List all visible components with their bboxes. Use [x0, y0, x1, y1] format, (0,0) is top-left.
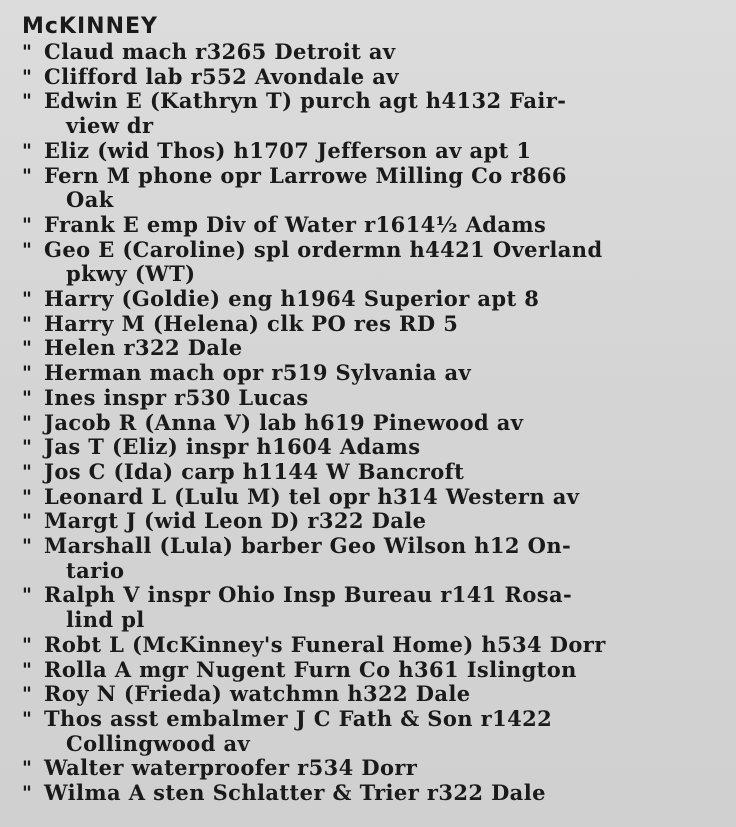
- entry-text: Herman mach opr r519 Sylvania av: [44, 360, 472, 386]
- ditto-mark: ": [22, 510, 33, 533]
- ditto-mark: ": [22, 386, 33, 409]
- entry-text: Walter waterproofer r534 Dorr: [44, 755, 418, 781]
- ditto-mark: ": [22, 337, 33, 360]
- ditto-mark: ": [22, 707, 33, 730]
- entry-continuation: Oak: [66, 187, 114, 213]
- entry-text: Geo E (Caroline) spl ordermn h4421 Overland: [44, 236, 603, 262]
- directory-entry: [22, 658, 700, 683]
- directory-entry: [22, 89, 700, 138]
- entry-text: Roy N (Frieda) watchmn h322 Dale: [44, 681, 471, 707]
- ditto-mark: ": [22, 65, 33, 88]
- entry-text: Leonard L (Lulu M) tel opr h314 Western av: [44, 483, 580, 509]
- entry-text: Harry (Goldie) eng h1964 Superior apt 8: [44, 286, 540, 312]
- entry-text: Wilma A sten Schlatter & Trier r322 Dale: [44, 780, 546, 806]
- directory-entry: [22, 238, 700, 287]
- ditto-mark: ": [22, 41, 33, 63]
- ditto-mark: ": [22, 683, 33, 706]
- entry-text: Fern M phone opr Larrowe Milling Co r866: [44, 162, 567, 188]
- entry-text: Harry M (Helena) clk PO res RD 5: [44, 310, 459, 336]
- ditto-mark: ": [22, 633, 33, 656]
- directory-entry: [22, 139, 700, 164]
- directory-entry: [22, 386, 700, 411]
- directory-entry: [22, 756, 700, 781]
- ditto-mark: ": [22, 584, 33, 607]
- directory-entry: [22, 336, 700, 361]
- directory-entry: [22, 633, 700, 658]
- entry-text: Ralph V inspr Ohio Insp Bureau r141 Rosa-: [44, 582, 573, 608]
- directory-entry: [22, 583, 700, 632]
- entry-continuation: lind pl: [66, 607, 145, 633]
- ditto-mark: ": [22, 757, 33, 780]
- ditto-mark: ": [22, 411, 33, 434]
- entry-text: Clifford lab r552 Avondale av: [44, 63, 399, 89]
- directory-entry: [22, 781, 700, 806]
- directory-entry: [22, 707, 700, 756]
- directory-entry: [22, 509, 700, 534]
- entry-continuation: pkwy (WT): [66, 261, 196, 287]
- entry-list: [22, 40, 700, 806]
- directory-entry: [22, 213, 700, 238]
- entry-text: Jas T (Eliz) inspr h1604 Adams: [44, 434, 421, 460]
- directory-entry: [22, 435, 700, 460]
- directory-entry: [22, 361, 700, 386]
- ditto-mark: ": [22, 460, 33, 483]
- ditto-mark: ": [22, 312, 33, 335]
- ditto-mark: ": [22, 238, 33, 261]
- ditto-mark: ": [22, 164, 33, 187]
- entry-text: Edwin E (Kathryn T) purch agt h4132 Fair-: [44, 88, 567, 114]
- entry-text: Marshall (Lula) barber Geo Wilson h12 On-: [44, 533, 572, 559]
- directory-entry: [22, 485, 700, 510]
- ditto-mark: ": [22, 658, 33, 681]
- ditto-mark: ": [22, 288, 33, 311]
- entry-text: Helen r322 Dale: [44, 335, 243, 361]
- ditto-mark: ": [22, 485, 33, 508]
- ditto-mark: ": [22, 139, 33, 162]
- entry-continuation: Collingwood av: [66, 730, 251, 756]
- directory-entry: [22, 682, 700, 707]
- directory-entry: [22, 287, 700, 312]
- ditto-mark: ": [22, 535, 33, 558]
- ditto-mark: ": [22, 782, 33, 805]
- entry-text: Rolla A mgr Nugent Furn Co h361 Islington: [44, 656, 577, 682]
- directory-entry: [22, 460, 700, 485]
- entry-continuation: view dr: [66, 113, 154, 139]
- directory-entry: [22, 312, 700, 337]
- ditto-mark: ": [22, 90, 33, 113]
- directory-entry: [22, 40, 700, 65]
- surname-heading: McKINNEY: [22, 14, 158, 39]
- entry-text: Robt L (McKinney's Funeral Home) h534 Dorr: [44, 631, 606, 657]
- ditto-mark: ": [22, 213, 33, 236]
- entry-text: Ines inspr r530 Lucas: [44, 384, 309, 410]
- entry-text: Margt J (wid Leon D) r322 Dale: [44, 508, 427, 534]
- ditto-mark: ": [22, 362, 33, 385]
- ditto-mark: ": [22, 436, 33, 459]
- directory-entry: [22, 411, 700, 436]
- entry-text: Claud mach r3265 Detroit av: [44, 39, 396, 64]
- entry-text: Jos C (Ida) carp h1144 W Bancroft: [44, 458, 465, 484]
- directory-entry: [22, 164, 700, 213]
- directory-entry: [22, 534, 700, 583]
- directory-entry: [22, 65, 700, 90]
- entry-continuation: tario: [66, 557, 125, 583]
- entry-text: Jacob R (Anna V) lab h619 Pinewood av: [44, 409, 524, 435]
- entry-text: Eliz (wid Thos) h1707 Jefferson av apt 1: [44, 137, 532, 163]
- entry-text: Frank E emp Div of Water r1614½ Adams: [44, 211, 547, 237]
- entry-text: Thos asst embalmer J C Fath & Son r1422: [44, 705, 553, 731]
